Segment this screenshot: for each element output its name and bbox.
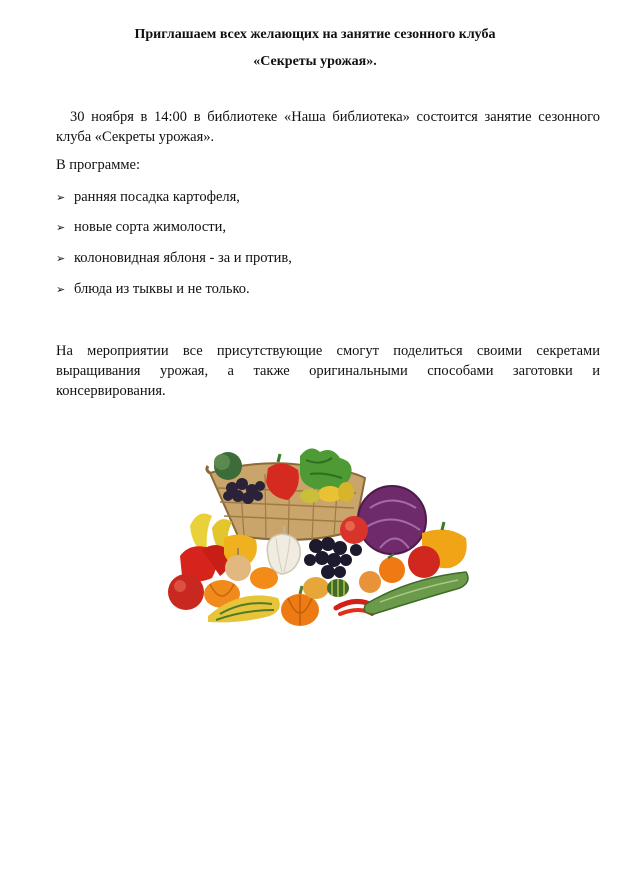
program-item [56, 250, 292, 267]
peach-icon [359, 571, 381, 593]
basket-produce [214, 448, 354, 504]
squash-icon [327, 579, 349, 597]
apple-icon [340, 516, 368, 544]
closing-paragraph: На мероприятии все присутствующие смогут поделиться своими секретами выращивания урожая, а также оригинальными способами заготовки и консервирования. [56, 343, 600, 399]
program-item [56, 219, 226, 236]
arrow-bullet-icon: ➢ [56, 252, 66, 265]
arrow-bullet-icon: ➢ [56, 191, 66, 204]
apple-icon [168, 574, 204, 610]
program-item-text: ранняя посадка картофеля, [74, 189, 240, 205]
pumpkin-icon [303, 577, 329, 599]
red-cabbage-icon [358, 486, 426, 554]
orange-icon [379, 554, 405, 583]
pumpkin-icon [250, 567, 278, 589]
program-item [56, 189, 240, 206]
vegetable-basket-illustration [160, 438, 472, 634]
program-label: В программе: [56, 157, 141, 173]
arrow-bullet-icon: ➢ [56, 221, 66, 234]
club-name-title: «Секреты урожая». [253, 54, 377, 69]
apple-icon [408, 546, 440, 578]
arrow-bullet-icon: ➢ [56, 283, 66, 296]
program-item-text: колоновидная яблоня - за и против, [74, 250, 292, 266]
program-item-text: новые сорта жимолости, [74, 219, 226, 235]
program-item [56, 281, 250, 298]
program-item-text: блюда из тыквы и не только. [74, 281, 250, 297]
intro-paragraph: 30 ноября в 14:00 в библиотеке «Наша библиотека» состоится занятие сезонного клуба «Секреты урожая». [56, 109, 600, 145]
invitation-title-line1: Приглашаем всех желающих на занятие сезонного клуба [134, 27, 496, 42]
